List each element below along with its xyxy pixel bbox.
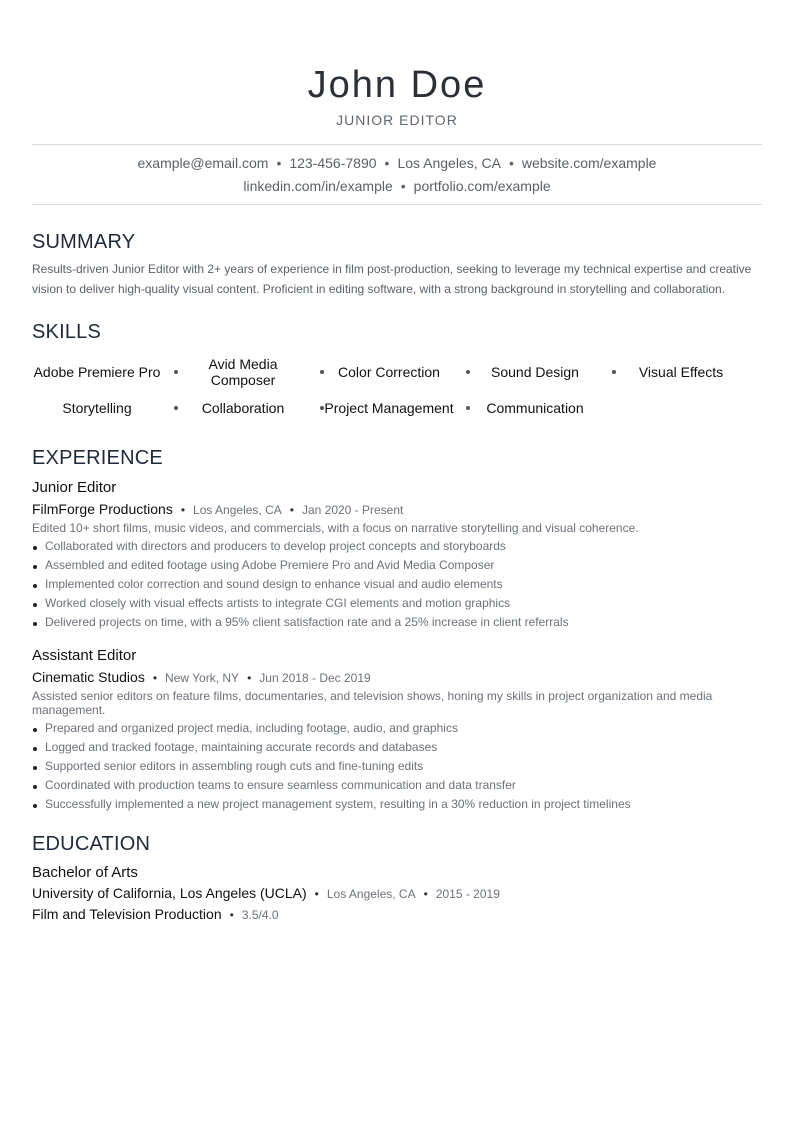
job-title: Junior Editor bbox=[32, 479, 117, 496]
list-item: Delivered projects on time, with a 95% client satisfaction rate and a 25% increase in client referrals bbox=[32, 613, 762, 632]
divider bbox=[32, 204, 762, 205]
list-item: Prepared and organized project media, including footage, audio, and graphics bbox=[32, 719, 762, 738]
education-heading: EDUCATION bbox=[32, 833, 151, 855]
website-link[interactable]: website.com/example bbox=[521, 155, 657, 171]
phone-number: 123-456-7890 bbox=[289, 155, 377, 171]
degree-title: Bachelor of Arts bbox=[32, 864, 138, 881]
job-location: New York, NY bbox=[165, 671, 240, 685]
separator-dot: • bbox=[384, 155, 390, 171]
skill-label: Project Management bbox=[324, 400, 454, 416]
skill-item bbox=[32, 354, 178, 390]
school-name: University of California, Los Angeles (UCLA) bbox=[32, 885, 307, 901]
contact-info bbox=[32, 145, 762, 204]
contact-line-1 bbox=[32, 152, 762, 175]
candidate-title: JUNIOR EDITOR bbox=[336, 112, 458, 128]
separator-dot: • bbox=[276, 155, 282, 171]
list-item: Implemented color correction and sound design to enhance visual and audio elements bbox=[32, 575, 762, 594]
job-description: Edited 10+ short films, music videos, and commercials, with a focus on narrative storytelling and visual coherence. bbox=[32, 521, 639, 535]
list-item: Collaborated with directors and producers to develop project concepts and storyboards bbox=[32, 537, 762, 556]
portfolio-link[interactable]: portfolio.com/example bbox=[413, 178, 551, 194]
education-dates: 2015 - 2019 bbox=[435, 887, 500, 901]
major-name: Film and Television Production bbox=[32, 906, 222, 922]
school-location: Los Angeles, CA bbox=[326, 887, 416, 901]
skill-item bbox=[470, 390, 616, 426]
job-title: Assistant Editor bbox=[32, 647, 137, 664]
skill-item bbox=[178, 390, 324, 426]
skill-item bbox=[178, 354, 324, 390]
experience-heading: EXPERIENCE bbox=[32, 447, 163, 469]
list-item: Supported senior editors in assembling rough cuts and fine-tuning edits bbox=[32, 757, 762, 776]
email-link[interactable]: example@email.com bbox=[137, 155, 269, 171]
separator-dot: • bbox=[400, 178, 406, 194]
skill-item bbox=[470, 354, 616, 390]
skill-label: Communication bbox=[486, 400, 584, 416]
skill-label: Visual Effects bbox=[638, 364, 724, 380]
list-item: Coordinated with production teams to ensure seamless communication and data transfer bbox=[32, 776, 762, 795]
skill-label: Storytelling bbox=[62, 400, 132, 416]
separator-dot: • bbox=[152, 671, 158, 685]
skill-item bbox=[616, 354, 762, 390]
separator-dot: • bbox=[247, 671, 252, 685]
gpa: 3.5/4.0 bbox=[241, 908, 279, 922]
company-name: FilmForge Productions bbox=[32, 501, 173, 517]
skill-item bbox=[324, 354, 470, 390]
summary-heading: SUMMARY bbox=[32, 231, 136, 253]
skill-item bbox=[324, 390, 470, 426]
job-bullets bbox=[32, 719, 762, 814]
skills-heading: SKILLS bbox=[32, 321, 102, 343]
list-item: Logged and tracked footage, maintaining accurate records and databases bbox=[32, 738, 762, 757]
separator-dot: • bbox=[423, 887, 428, 901]
job-entry bbox=[32, 646, 762, 814]
location: Los Angeles, CA bbox=[397, 155, 501, 171]
skill-label: Adobe Premiere Pro bbox=[33, 364, 161, 380]
skill-label: Collaboration bbox=[201, 400, 285, 416]
job-meta bbox=[32, 668, 762, 687]
major-line bbox=[32, 904, 762, 925]
list-item: Worked closely with visual effects artists to integrate CGI elements and motion graphics bbox=[32, 594, 762, 613]
separator-dot: • bbox=[289, 503, 294, 517]
list-item: Successfully implemented a new project management system, resulting in a 30% reduction in project timelines bbox=[32, 795, 762, 814]
separator-dot: • bbox=[508, 155, 514, 171]
job-dates: Jun 2018 - Dec 2019 bbox=[259, 671, 371, 685]
job-bullets bbox=[32, 537, 762, 632]
skill-label: Avid Media Composer bbox=[208, 356, 278, 388]
summary-text: Results-driven Junior Editor with 2+ years of experience in film post-production, seeking to leverage my technical expertise and creative vision to deliver high-quality visual content. Proficient in editing software, with a strong background in storytelling and collaboration. bbox=[32, 262, 752, 296]
job-location: Los Angeles, CA bbox=[193, 503, 282, 517]
company-name: Cinematic Studios bbox=[32, 669, 145, 685]
skill-label: Sound Design bbox=[491, 364, 579, 380]
linkedin-link[interactable]: linkedin.com/in/example bbox=[243, 178, 393, 194]
skills-list bbox=[32, 354, 762, 426]
separator-dot: • bbox=[229, 908, 234, 922]
skill-item bbox=[32, 390, 178, 426]
contact-line-2 bbox=[32, 175, 762, 198]
job-dates: Jan 2020 - Present bbox=[301, 503, 404, 517]
job-entry bbox=[32, 478, 762, 632]
list-item: Assembled and edited footage using Adobe Premiere Pro and Avid Media Composer bbox=[32, 556, 762, 575]
separator-dot: • bbox=[314, 887, 319, 901]
separator-dot: • bbox=[180, 503, 186, 517]
school-line bbox=[32, 883, 762, 904]
candidate-name: John Doe bbox=[307, 64, 487, 106]
job-meta bbox=[32, 500, 762, 519]
job-description: Assisted senior editors on feature films, documentaries, and television shows, honing my skills in project organization and media management. bbox=[32, 689, 713, 717]
skill-label: Color Correction bbox=[338, 364, 440, 380]
